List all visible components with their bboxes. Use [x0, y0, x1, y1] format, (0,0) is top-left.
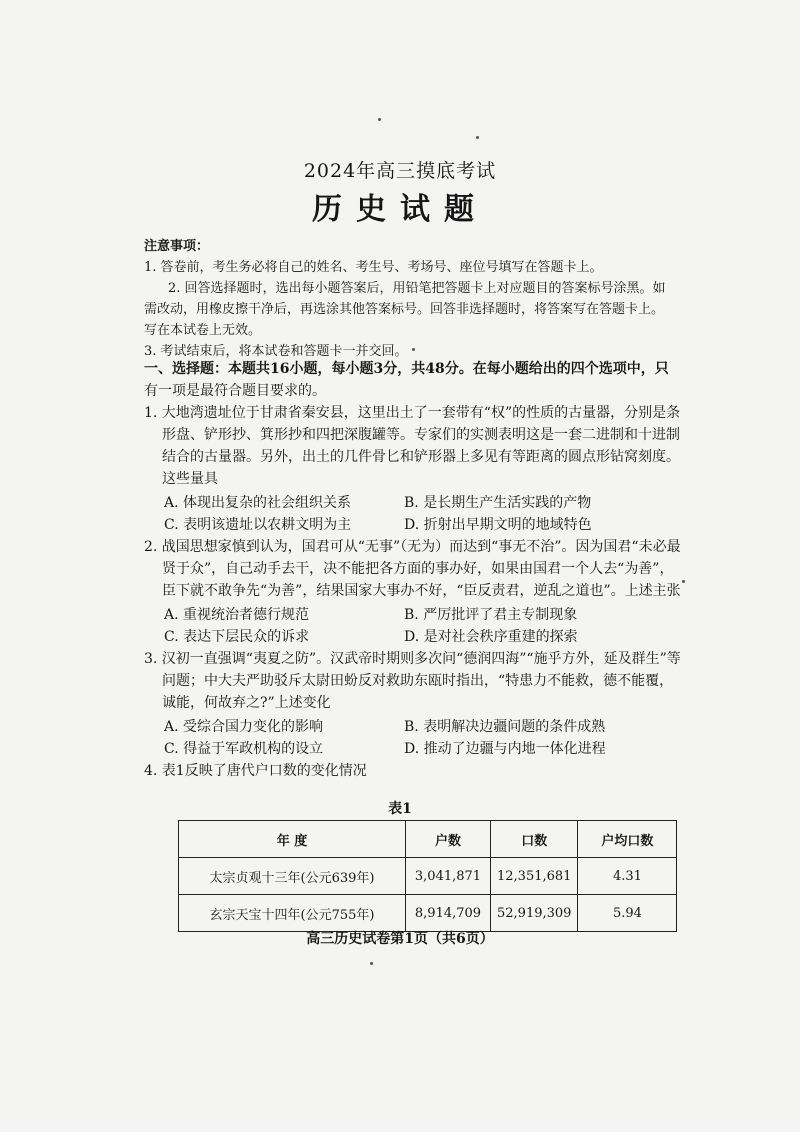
question-2 [144, 536, 684, 648]
notes-block [144, 236, 674, 362]
option-grid [164, 492, 684, 536]
question-4 [144, 760, 684, 782]
question-3 [144, 648, 684, 760]
scan-speck [476, 136, 479, 139]
table-header-row [179, 821, 677, 858]
option-b: B. 严厉批评了君主专制现象 [404, 607, 578, 623]
section-continuation: 有一项是最符合题目要求的。 [144, 383, 326, 399]
option-b: B. 表明解决边疆问题的条件成熟 [404, 719, 606, 735]
table-row [179, 858, 677, 895]
option-c: C. 表达下层民众的诉求 [164, 629, 310, 645]
scan-speck [370, 962, 373, 965]
scan-speck [412, 348, 415, 351]
header-population: 口数 [491, 821, 578, 858]
question-list [144, 402, 684, 782]
exam-title: 历史试题 [312, 192, 488, 227]
table-row [179, 895, 677, 932]
question-stem: 2. 战国思想家慎到认为，国君可从“无事”（无为）而达到“事无不治”。因为国君“未必最贤于众”，自己动手去干，决不能把各方面的事办好，如果由国君一个人去“为善”，臣下就不敢争先“为善”，结果国家大事办不好，“臣反责君，逆乱之道也”。上述主张 [144, 539, 681, 599]
cell-population: 12,351,681 [491, 858, 578, 895]
option-d: D. 推动了边疆与内地一体化进程 [404, 741, 606, 757]
section-heading: 一、选择题：本题共16小题，每小题3分，共48分。在每小题给出的四个选项中，只 [144, 361, 669, 377]
header-year: 年 度 [179, 821, 406, 858]
section-instructions [144, 358, 684, 380]
option-c: C. 表明该遗址以农耕文明为主 [164, 517, 352, 533]
option-grid [164, 604, 684, 648]
question-1 [144, 402, 684, 536]
option-d: D. 是对社会秩序重建的探索 [404, 629, 578, 645]
cell-year: 太宗贞观十三年(公元639年) [179, 858, 406, 895]
option-a: A. 重视统治者德行规范 [164, 607, 310, 623]
scan-speck [682, 580, 685, 583]
option-c: C. 得益于军政机构的设立 [164, 741, 324, 757]
header-avg-per-household: 户均口数 [578, 821, 677, 858]
question-stem: 4. 表1反映了唐代户口数的变化情况 [144, 763, 367, 779]
cell-households: 3,041,871 [406, 858, 491, 895]
notes-heading: 注意事项： [144, 239, 210, 254]
option-grid [164, 716, 684, 760]
section-instructions-cont [144, 380, 684, 402]
population-table [178, 820, 677, 932]
option-b: B. 是长期生产生活实践的产物 [404, 495, 592, 511]
option-d: D. 折射出早期文明的地域特色 [404, 517, 592, 533]
exam-subtitle: 2024年高三摸底考试 [303, 160, 497, 182]
cell-households: 8,914,709 [406, 895, 491, 932]
cell-avg: 5.94 [578, 895, 677, 932]
page-footer: 高三历史试卷第1页（共6页） [306, 931, 494, 947]
cell-year: 玄宗天宝十四年(公元755年) [179, 895, 406, 932]
question-stem: 3. 汉初一直强调“夷夏之防”。汉武帝时期则多次问“德润四海”“施乎方外，延及群生”等问题；中大夫严助驳斥太尉田蚡反对救助东瓯时指出，“特患力不能救，德不能覆，诚能，何故弃之?”上述变化 [144, 651, 681, 711]
question-stem: 1. 大地湾遗址位于甘肃省秦安县，这里出土了一套带有“权”的性质的古量器，分别是条形盘、铲形抄、箕形抄和四把深腹罐等。专家们的实测表明这是一套二进制和十进制结合的古量器。另外，出土的几件骨匕和铲形器上多见有等距离的圆点形钻窝刻度。这些量具 [144, 405, 681, 487]
cell-avg: 4.31 [578, 858, 677, 895]
cell-population: 52,919,309 [491, 895, 578, 932]
note-item-3: 3. 考试结束后，将本试卷和答题卡一并交回。 [144, 344, 408, 359]
option-a: A. 受综合国力变化的影响 [164, 719, 324, 735]
note-item-1: 1. 答卷前，考生务必将自己的姓名、考生号、考场号、座位号填写在答题卡上。 [144, 260, 603, 275]
table-caption: 表1 [388, 801, 412, 817]
note-item-2: 2. 回答选择题时，选出每小题答案后，用铅笔把答题卡上对应题目的答案标号涂黑。如需改动，用橡皮擦干净后，再选涂其他答案标号。回答非选择题时，将答案写在答题卡上。写在本试卷上无效。 [144, 281, 666, 338]
option-a: A. 体现出复杂的社会组织关系 [164, 495, 352, 511]
header-households: 户数 [406, 821, 491, 858]
scan-speck [378, 118, 381, 121]
